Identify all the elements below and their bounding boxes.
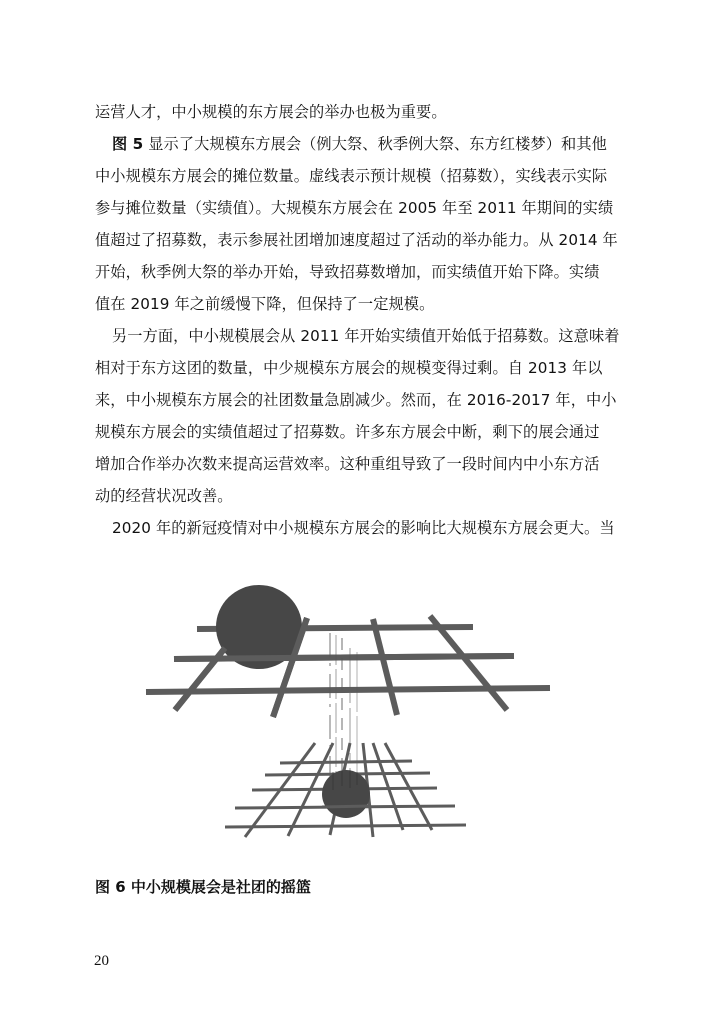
text-line: 值超过了招募数，表示参展社团增加速度超过了活动的举办能力。从 2014 年 xyxy=(95,231,618,249)
page-number: 20 xyxy=(94,953,109,969)
text-line: 规模东方展会的实绩值超过了招募数。许多东方展会中断，剩下的展会通过 xyxy=(95,423,600,441)
text-line: 动的经营状况改善。 xyxy=(95,487,233,505)
text-span: 显示了大规模东方展会（例大祭、秋季例大祭、东方红楼梦）和其他 xyxy=(143,135,607,153)
text-line: 增加合作举办次数来提高运营效率。这种重组导致了一段时间内中小东方活 xyxy=(95,455,600,473)
figure-caption: 图 6 中小规模展会是社团的摇篮 xyxy=(95,878,311,896)
text-line: 2020 年的新冠疫情对中小规模东方展会的影响比大规模东方展会更大。当 xyxy=(112,519,615,537)
text-line: 值在 2019 年之前缓慢下降，但保持了一定规模。 xyxy=(95,295,435,313)
body-text xyxy=(95,96,620,544)
text-line: 另一方面，中小规模展会从 2011 年开始实绩值开始低于招募数。这意味着 xyxy=(112,327,620,345)
small-ball xyxy=(322,770,370,818)
figure-illustration xyxy=(140,570,560,850)
text-line xyxy=(95,128,615,160)
text-line: 中小规模东方展会的摊位数量。虚线表示预计规模（招募数），实线表示实际 xyxy=(95,167,608,185)
text-line: 开始，秋季例大祭的举办开始，导致招募数增加，而实绩值开始下降。实绩 xyxy=(95,263,600,281)
text-line: 来，中小规模东方展会的社团数量急剧减少。然而，在 2016-2017 年，中小 xyxy=(95,391,617,409)
text-line: 运营人才，中小规模的东方展会的举办也极为重要。 xyxy=(95,103,447,121)
figure-reference: 图 5 xyxy=(112,135,144,153)
text-line: 参与摊位数量（实绩值）。大规模东方展会在 2005 年至 2011 年期间的实绩 xyxy=(95,199,614,217)
text-line: 相对于东方这团的数量，中少规模东方展会的规模变得过剩。自 2013 年以 xyxy=(95,359,603,377)
